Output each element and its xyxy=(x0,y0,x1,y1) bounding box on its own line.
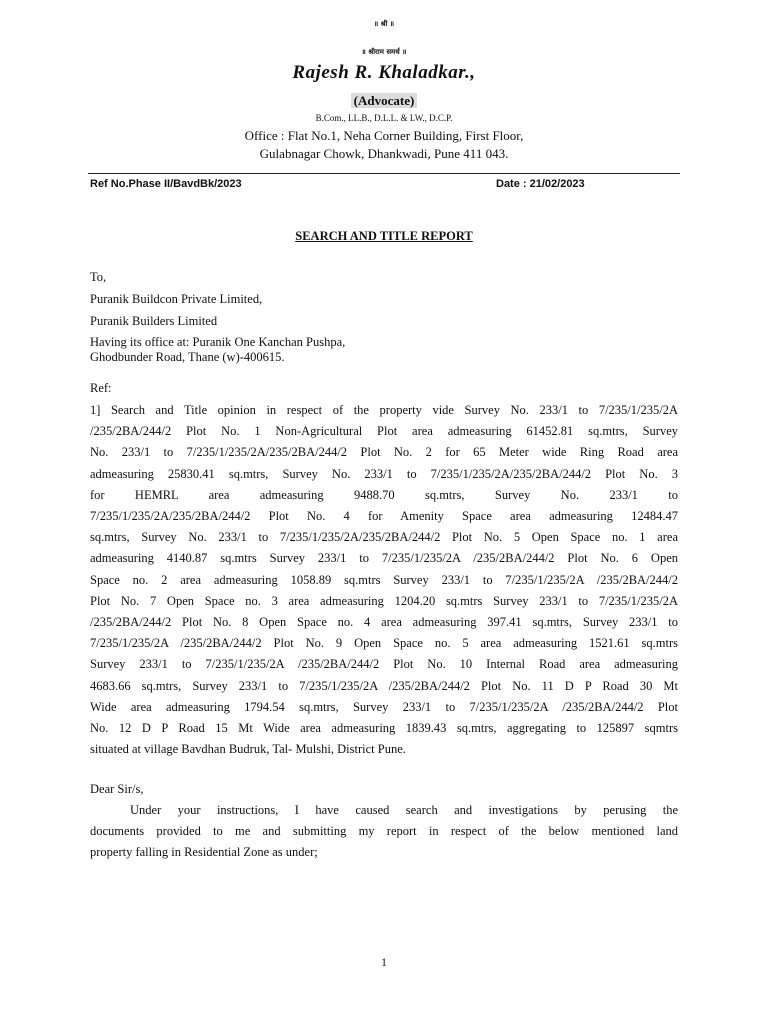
address-line: Puranik Buildcon Private Limited, xyxy=(90,292,263,306)
reference-paragraph-line: admeasuring 25830.41 sq.mtrs, Survey No. 233/1 to 7/235/1/235/2A/235/2BA/244/2 Plot No. 3 xyxy=(90,466,678,481)
reference-paragraph-line: /235/2BA/244/2 Plot No. 8 Open Space no. 4 area admeasuring 397.41 sq.mtrs, Survey 233/1 to xyxy=(90,615,678,629)
address-line: Having its office at: Puranik One Kanchan Pushpa, xyxy=(90,335,346,349)
invocation-shri: ॥ श्री ॥ xyxy=(373,20,395,28)
advocate-role-label: (Advocate) xyxy=(351,93,418,108)
report-date: Date : 21/02/2023 xyxy=(496,178,585,190)
reference-paragraph-line: 7/235/1/235/2A /235/2BA/244/2 Plot No. 9 Open Space no. 5 area admeasuring 1521.61 sq.mtrs xyxy=(90,636,678,651)
report-title: SEARCH AND TITLE REPORT xyxy=(295,229,473,243)
salutation: Dear Sir/s, xyxy=(90,782,144,796)
reference-paragraph-line: No. 12 D P Road 15 Mt Wide area admeasuring 1839.43 sq.mtrs, aggregating to 125897 sqmtrs xyxy=(90,721,678,735)
invocation-shriram-samarth: ॥ श्रीराम समर्थ ॥ xyxy=(361,48,407,56)
reference-heading: Ref: xyxy=(90,381,112,395)
qualifications: B.Com., LL.B., D.L.L. & LW., D.C.P. xyxy=(315,113,453,123)
reference-paragraph-line: 4683.66 sq.mtrs, Survey 233/1 to 7/235/1/235/2A /235/2BA/244/2 Plot No. 11 D P Road 30 Mt xyxy=(90,678,678,693)
office-address-line-2: Gulabnagar Chowk, Dhankwadi, Pune 411 043. xyxy=(259,146,509,161)
reference-paragraph-line: admeasuring 4140.87 sq.mtrs Survey 233/1 to 7/235/1/235/2A /235/2BA/244/2 Plot No. 6 Open xyxy=(90,551,678,566)
reference-paragraph-line: 7/235/1/235/2A/235/2BA/244/2 Plot No. 4 for Amenity Space area admeasuring 12484.47 xyxy=(90,509,678,523)
advocate-role xyxy=(0,92,768,110)
address-line: Ghodbunder Road, Thane (w)-400615. xyxy=(90,350,285,364)
body-line: Under your instructions, I have caused search and investigations by perusing the xyxy=(130,803,678,817)
reference-paragraph-line: sq.mtrs, Survey No. 233/1 to 7/235/1/235/2A/235/2BA/244/2 Plot No. 5 Open Space no. 1 area xyxy=(90,530,678,545)
reference-line xyxy=(90,178,680,190)
reference-paragraph-line: Space no. 2 area admeasuring 1058.89 sq.mtrs Survey 233/1 to 7/235/1/235/2A /235/2BA/244/2 xyxy=(90,572,678,587)
reference-paragraph-line: Survey 233/1 to 7/235/1/235/2A /235/2BA/244/2 Plot No. 10 Internal Road area admeasuring xyxy=(90,657,678,672)
reference-paragraph-line: situated at village Bavdhan Budruk, Tal- Mulshi, District Pune. xyxy=(90,742,406,757)
advocate-name: Rajesh R. Khaladkar., xyxy=(292,62,476,83)
reference-number: Ref No.Phase II/BavdBk/2023 xyxy=(90,178,242,190)
office-address-line-1: Office : Flat No.1, Neha Corner Building, First Floor, xyxy=(244,128,524,143)
body-line: property falling in Residential Zone as under; xyxy=(90,845,318,859)
header-divider xyxy=(88,173,680,174)
body-line: documents provided to me and submitting my report in respect of the below mentioned land xyxy=(90,824,678,838)
page-number: 1 xyxy=(381,955,387,969)
reference-paragraph-line: for HEMRL area admeasuring 9488.70 sq.mtrs, Survey No. 233/1 to xyxy=(90,487,678,502)
address-to: To, xyxy=(90,270,107,284)
address-line: Puranik Builders Limited xyxy=(90,314,218,328)
reference-paragraph-line: Plot No. 7 Open Space no. 3 area admeasuring 1204.20 sq.mtrs Survey 233/1 to 7/235/1/235/2A xyxy=(90,593,678,608)
reference-paragraph-line: 1] Search and Title opinion in respect of the property vide Survey No. 233/1 to 7/235/1/235/2A xyxy=(90,403,678,417)
reference-paragraph-line: Wide area admeasuring 1794.54 sq.mtrs, Survey 233/1 to 7/235/1/235/2A /235/2BA/244/2 Plot xyxy=(90,699,678,714)
reference-paragraph-line: /235/2BA/244/2 Plot No. 1 Non-Agricultural Plot area admeasuring 61452.81 sq.mtrs, Survey xyxy=(90,424,678,439)
reference-paragraph-line: No. 233/1 to 7/235/1/235/2A/235/2BA/244/2 Plot No. 2 for 65 Meter wide Ring Road area xyxy=(90,445,678,460)
